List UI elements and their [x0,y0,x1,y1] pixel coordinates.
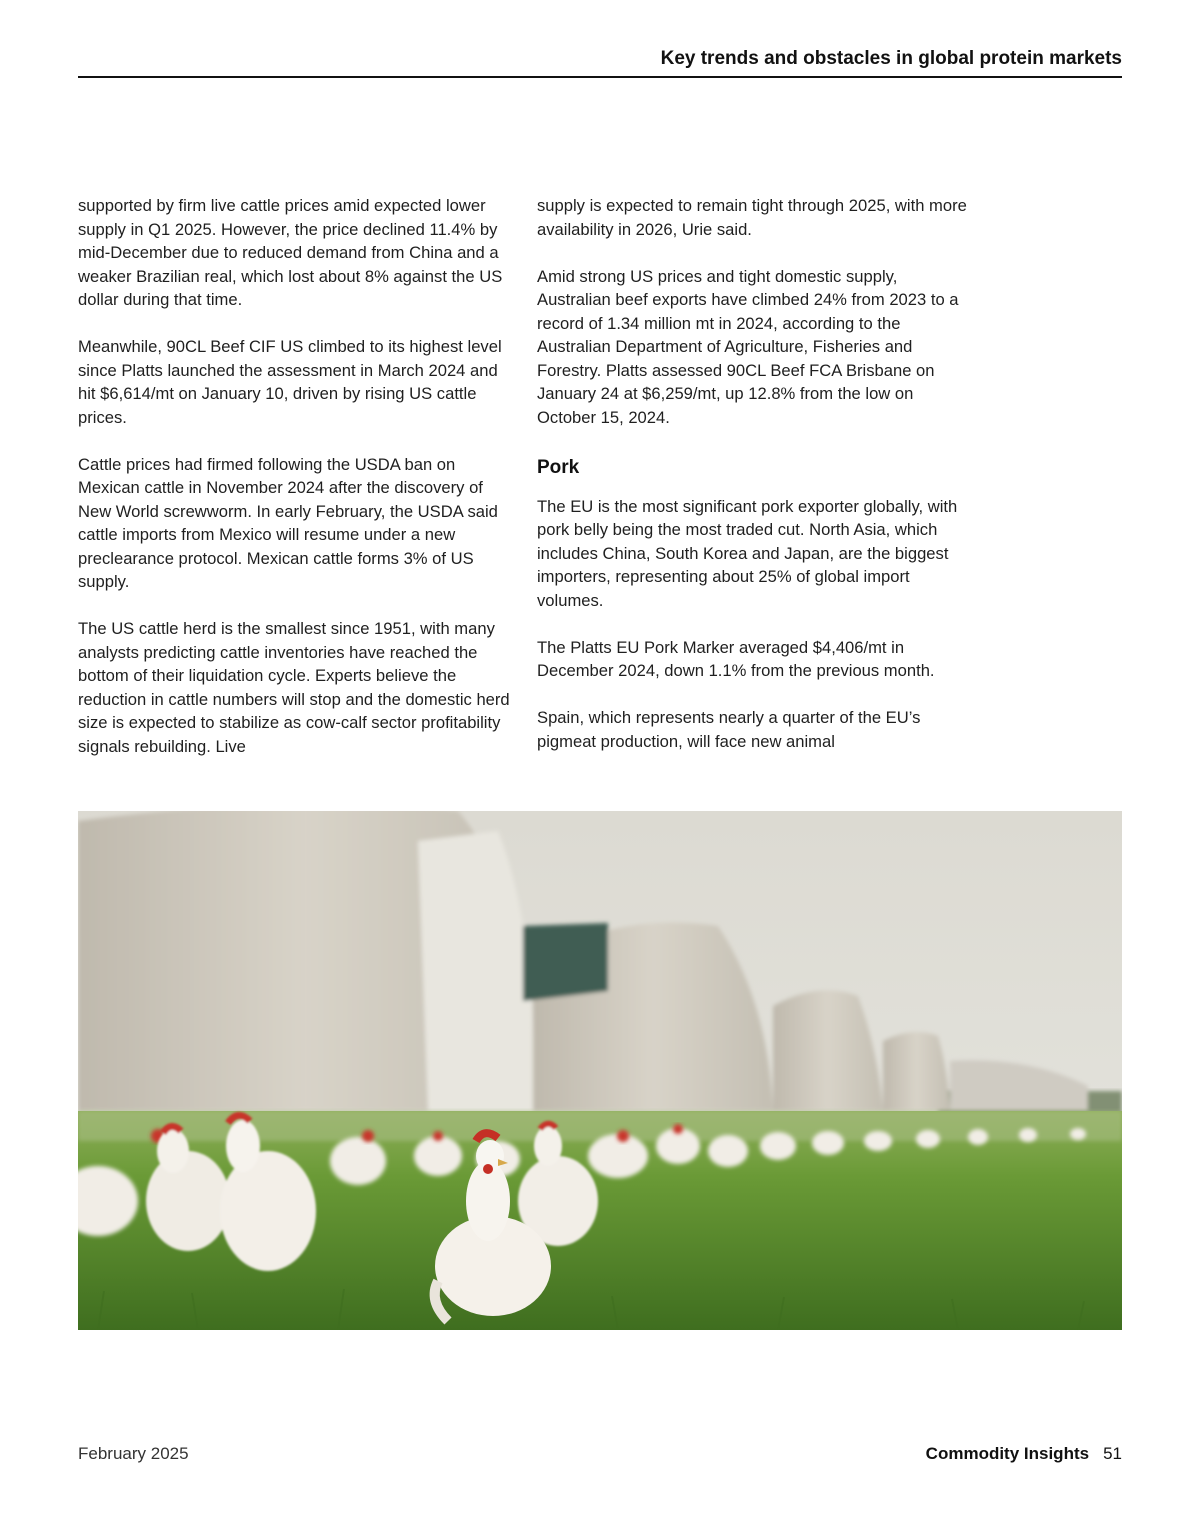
paragraph: The US cattle herd is the smallest since 1951, with many analysts predicting cattle inventories have reached the bottom of their liquidation cycle. Experts believe the reduction in cattle numbers will stop and the domestic herd size is expected to stabilize as cow-calf sector profitability signals rebuilding. Live [78,619,510,756]
page-header-title: Key trends and obstacles in global protein markets [660,48,1122,69]
footer-brand: Commodity Insights [925,1444,1090,1463]
paragraph: Amid strong US prices and tight domestic supply, Australian beef exports have climbed 24% from 2023 to a record of 1.34 million mt in 2024, according to the Australian Department of Agriculture, Fisheries and Forestry. Platts assessed 90CL Beef FCA Brisbane on January 24 at $6,259/mt, up 12.8% from the low on October 15, 2024. [537,266,959,427]
right-text-column [537,194,967,777]
paragraph: Meanwhile, 90CL Beef CIF US climbed to its highest level since Platts launched the assessment in March 2024 and hit $6,614/mt on January 10, driven by rising US cattle prices. [78,337,502,427]
page-number: 51 [1103,1444,1122,1463]
paragraph: The EU is the most significant pork exporter globally, with pork belly being the most traded cut. North Asia, which includes China, South Korea and Japan, are the biggest importers, representing about 25% of global import volumes. [537,496,958,610]
paragraph: Spain, which represents nearly a quarter of the EU’s pigmeat production, will face new animal [537,708,921,751]
footer-brand-and-page [926,1444,1122,1464]
left-text-column [78,194,513,782]
chicken-farm-photo [78,811,1122,1330]
paragraph: Cattle prices had firmed following the USDA ban on Mexican cattle in November 2024 after the discovery of New World screwworm. In early February, the USDA said cattle imports from Mexico will resume under a new preclearance protocol. Mexican cattle forms 3% of US supply. [78,454,498,591]
paragraph: supported by firm live cattle prices amid expected lower supply in Q1 2025. However, the price declined 11.4% by mid-December due to reduced demand from China and a weaker Brazilian real, which lost about 8% against the US dollar during that time. [78,196,503,309]
header-divider [78,76,1122,78]
section-heading: Pork [537,456,580,478]
paragraph: supply is expected to remain tight through 2025, with more availability in 2026, Urie said. [537,196,967,239]
paragraph: The Platts EU Pork Marker averaged $4,406/mt in December 2024, down 1.1% from the previous month. [537,637,935,680]
footer-date: February 2025 [78,1444,189,1463]
